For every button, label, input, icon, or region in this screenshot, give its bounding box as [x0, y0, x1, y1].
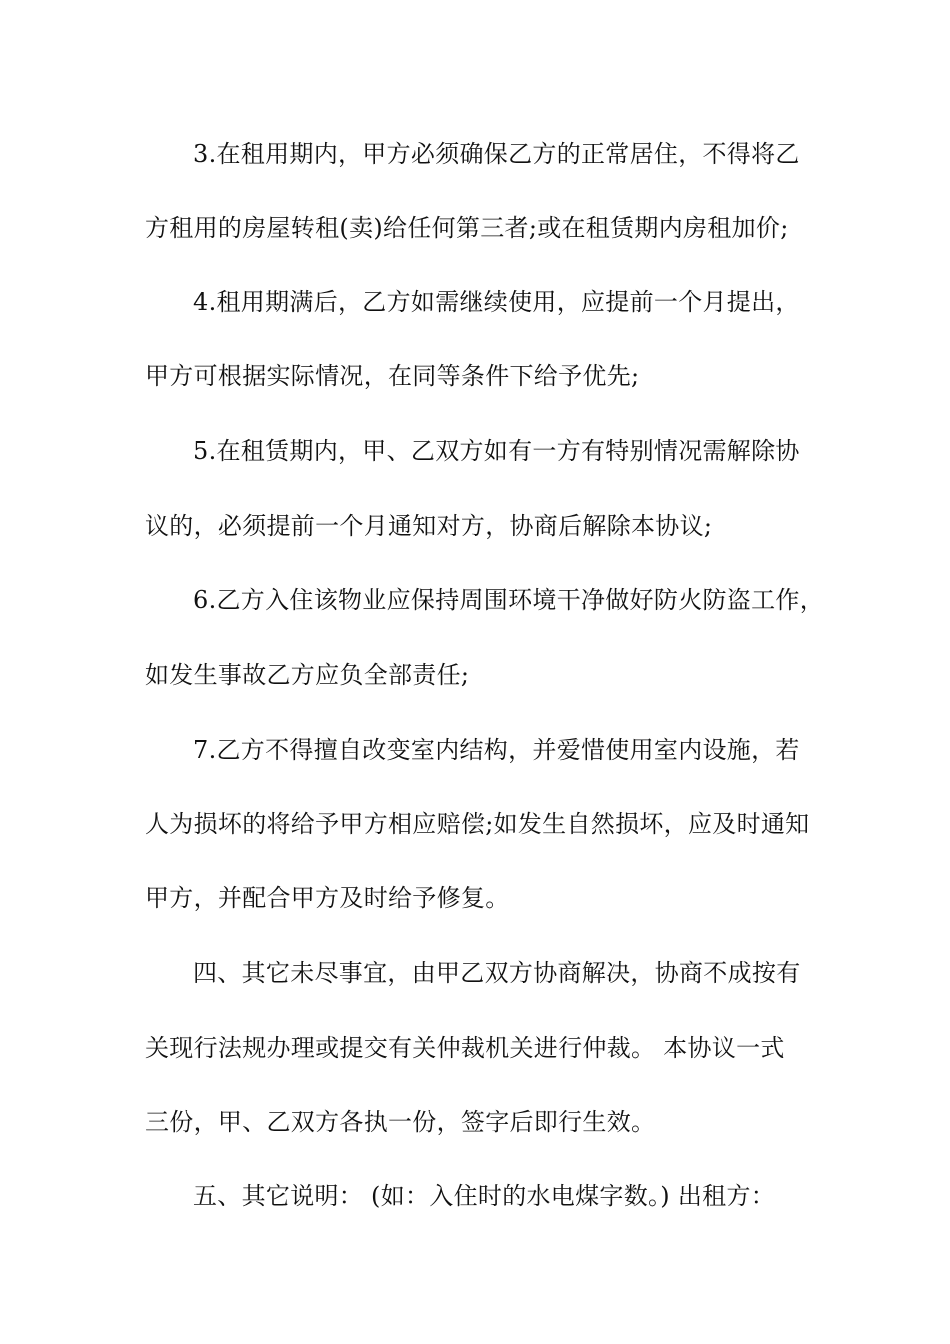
section-4-line-1: 四、其它未尽事宜，由甲乙双方协商解决，协商不成按有	[193, 959, 801, 987]
section-4-line-2: 关现行法规办理或提交有关仲裁机关进行仲裁。 本协议一式	[145, 1034, 785, 1062]
clause-3-line-2: 方租用的房屋转租(卖)给任何第三者;或在租赁期内房租加价;	[145, 214, 789, 242]
section-4-line-3: 三份，甲、乙双方各执一份，签字后即行生效。	[145, 1108, 656, 1136]
section-5-line-1: 五、其它说明： (如：入住时的水电煤字数。) 出租方：	[193, 1182, 776, 1210]
clause-7-line-1: 7.乙方不得擅自改变室内结构，并爱惜使用室内设施，若	[193, 736, 800, 764]
clause-6-line-1: 6.乙方入住该物业应保持周围环境干净做好防火防盗工作，	[193, 586, 824, 614]
clause-7-line-2: 人为损坏的将给予甲方相应赔偿;如发生自然损坏，应及时通知	[145, 810, 810, 838]
clause-4-line-2: 甲方可根据实际情况，在同等条件下给予优先;	[145, 362, 640, 390]
clause-6-line-2: 如发生事故乙方应负全部责任;	[145, 661, 470, 689]
clause-4-line-1: 4.租用期满后，乙方如需继续使用，应提前一个月提出，	[193, 288, 800, 316]
clause-7-line-3: 甲方，并配合甲方及时给予修复。	[145, 884, 510, 912]
clause-3-line-1: 3.在租用期内，甲方必须确保乙方的正常居住，不得将乙	[193, 140, 800, 168]
clause-5-line-2: 议的，必须提前一个月通知对方，协商后解除本协议;	[145, 512, 713, 540]
clause-5-line-1: 5.在租赁期内，甲、乙双方如有一方有特别情况需解除协	[193, 437, 800, 465]
